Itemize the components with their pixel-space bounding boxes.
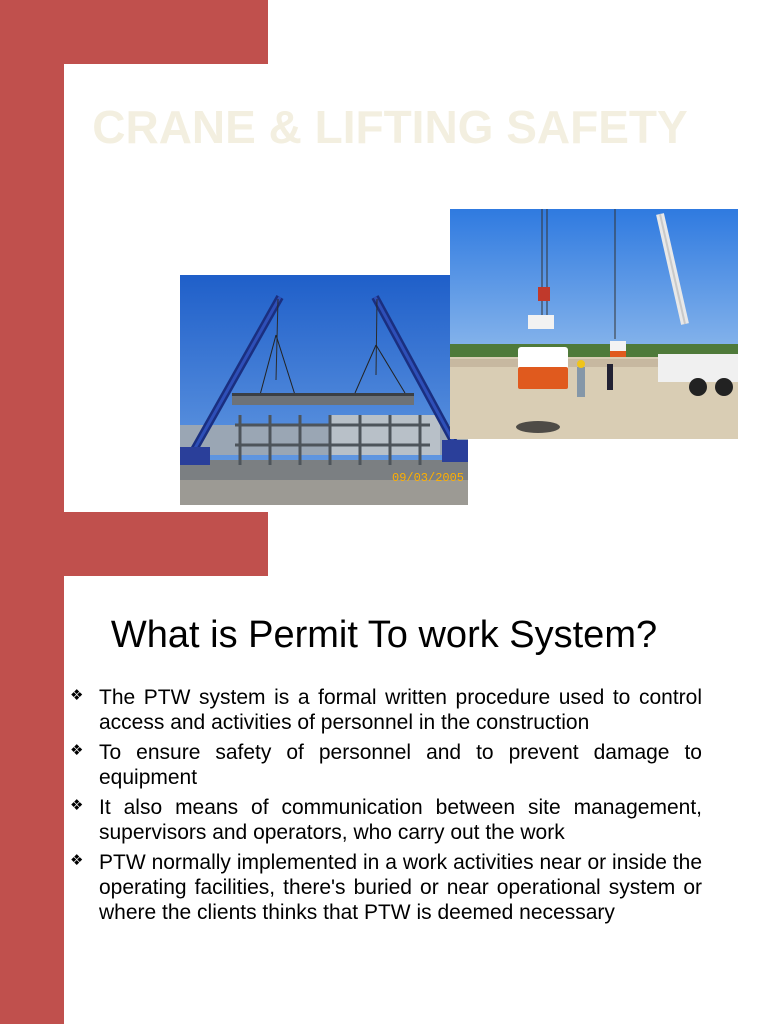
list-item [70, 850, 702, 925]
bullet-text: To ensure safety of personnel and to prevent damage to equipment [99, 741, 702, 789]
mobile-crane-lift-photo [450, 209, 738, 439]
bullet-list [70, 685, 702, 930]
accent-bar [0, 0, 64, 512]
list-item [70, 740, 702, 790]
diamond-bullet-icon: ❖ [70, 686, 84, 704]
diamond-bullet-icon: ❖ [70, 796, 84, 814]
slide-permit-to-work [0, 512, 768, 1024]
list-item [70, 685, 702, 735]
slide-title: What is Permit To work System? [110, 614, 658, 656]
accent-tab [0, 0, 268, 64]
bullet-text: The PTW system is a formal written procedure used to control access and activities of personnel in the construction [99, 686, 702, 734]
accent-tab [0, 512, 268, 576]
bullet-text: It also means of communication between site management, supervisors and operators, who carry out the work [99, 796, 702, 844]
diamond-bullet-icon: ❖ [70, 741, 84, 759]
bullet-text: PTW normally implemented in a work activities near or inside the operating facilities, there's buried or near operational system or where the clients thinks that PTW is deemed necessary [99, 851, 702, 924]
accent-bar [0, 512, 64, 1024]
diamond-bullet-icon: ❖ [70, 851, 84, 869]
slide-title: CRANE & LIFTING SAFETY [92, 101, 688, 153]
list-item [70, 795, 702, 845]
photo-date-stamp: 09/03/2005 [392, 471, 465, 485]
tandem-crane-lift-photo [180, 275, 468, 505]
